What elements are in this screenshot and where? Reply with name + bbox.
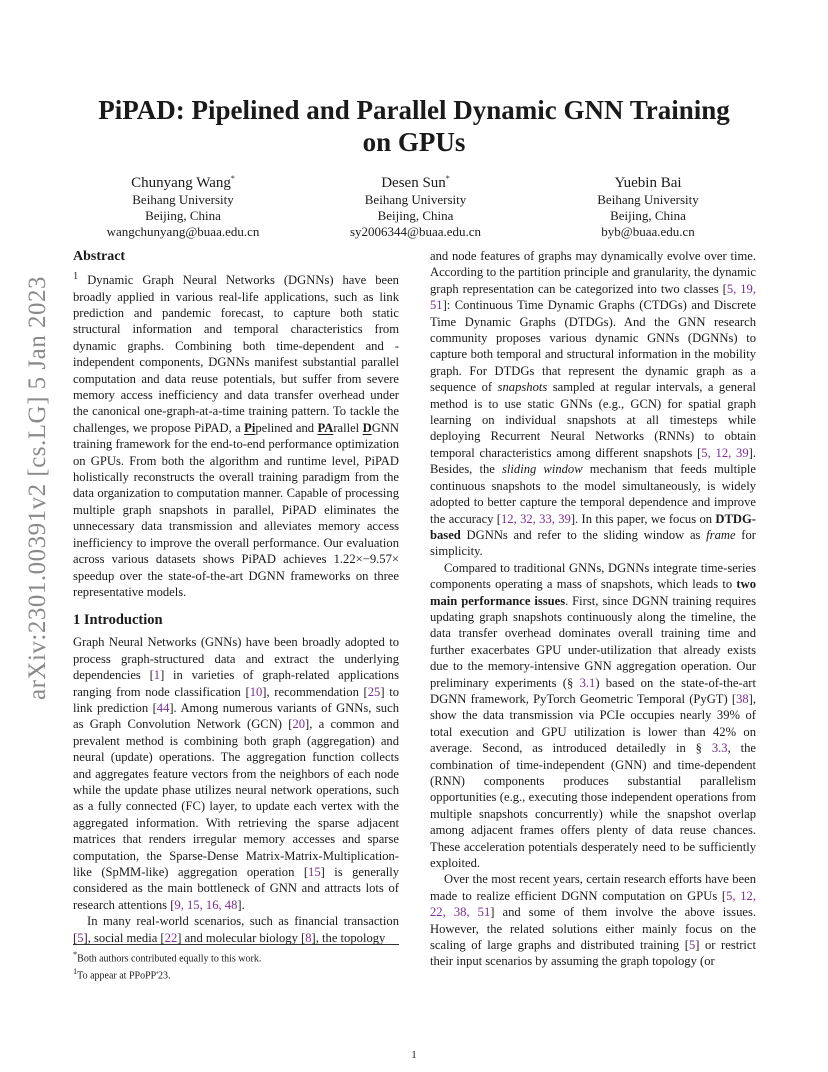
author-email[interactable]: wangchunyang@buaa.edu.cn: [106, 224, 260, 239]
page-number: 1: [411, 1049, 417, 1061]
citation-link[interactable]: 5: [688, 938, 696, 953]
citation-link[interactable]: 5: [77, 930, 84, 945]
intro-paragraph-1: Graph Neural Networks (GNNs) have been broadly adopted to process graph-structured data and extract the underlying dependencies [1] in varieties of graph-related applications ranging from node classification [10], recommendation [25] to link prediction [44]. Among numerous variants of GNNs, such as Graph Convolution Network (GCN) [20], a common and prevalent method is combining both graph (aggregation) and neural (update) operations. The aggregation function collects and aggregates feature vectors from the neighbors of each node while the update phase utilizes neural network operations, such as a fully connected (FC) layer, to update each vertex with the aggregated information. With retrieving the sparse adjacent matrices that renders irregular memory accesses and sparse computation, the Sparse-Dense Matrix-Matrix-Multiplication-like (SpMM-like) aggregation operation [15] is generally considered as the main bottleneck of GNN and attracts lots of research attentions [9, 15, 16, 48].: [73, 635, 399, 912]
right-column: [430, 248, 756, 970]
citation-link[interactable]: 5, 12, 39: [701, 445, 749, 460]
arxiv-identifier-text: arXiv:2301.00391v2 [cs.LG] 5 Jan 2023: [24, 276, 51, 700]
author-name: Desen Sun: [381, 175, 446, 191]
author-location: Beijing, China: [377, 208, 454, 223]
citation-link[interactable]: 10: [249, 684, 263, 699]
citation-link[interactable]: 20: [292, 717, 306, 732]
author-location: Beijing, China: [610, 208, 686, 223]
author-mark: *: [445, 174, 450, 183]
citation-link[interactable]: 1: [153, 668, 161, 683]
section-reference-link[interactable]: 3.3: [711, 741, 728, 756]
section-reference-link[interactable]: 3.1: [579, 675, 596, 690]
author-name: Yuebin Bai: [614, 175, 682, 191]
abstract-heading: Abstract: [73, 249, 126, 264]
left-column: [73, 248, 399, 946]
footnotes: [73, 944, 399, 983]
citation-link[interactable]: 38: [736, 691, 749, 706]
author-affiliation: Beihang University: [132, 192, 234, 207]
intro-paragraph-3: Compared to traditional GNNs, DGNNs integrate time-series components operating a mass of snapshots, which leads to two main performance issues. First, since DGNN training requires updating graph snapshots continuously along the timeline, the data transfer overhead dominates overall training time and further exacerbates GPU under-utilization that already exists due to the memory-intensive GNN aggregation operation. Our preliminary experiments (§ 3.1) based on the state-of-the-art DGNN framework, PyTorch Geometric Temporal (PyGT) [38], show the data transmission via PCIe occupies nearly 39% of total execution and GPU utilization is lower than 42% on average. Second, as introduced detailedly in § 3.3, the combination of time-independent (GNN) and time-dependent (RNN) components produces substantial parallelism opportunities (e.g., executing those independent operations from multiple snapshots concurrently) while the snapshot overlap among adjacent frames offers plenty of data reuse chances. These acceleration potentials desperately need to be sufficiently exploited.: [430, 560, 756, 871]
author-email[interactable]: byb@buaa.edu.cn: [601, 224, 695, 239]
arxiv-identifier-stamp: [16, 276, 60, 700]
author-block: [73, 170, 758, 240]
author-affiliation: Beihang University: [364, 192, 467, 207]
citation-link[interactable]: 22: [164, 930, 178, 945]
author-email[interactable]: sy2006344@buaa.edu.cn: [349, 224, 482, 239]
author-affiliation: Beihang University: [597, 192, 699, 207]
citation-link[interactable]: 25: [367, 684, 381, 699]
author-1: [73, 170, 293, 240]
citation-link[interactable]: 44: [156, 700, 170, 715]
author-3: [538, 170, 758, 240]
intro-paragraph-2-continued: and node features of graphs may dynamically evolve over time. According to the partition principle and granularity, the dynamic graph representation can be categorized into two classes [5, 19, 51]: Continuous Time Dynamic Graphs (CTDGs) and Discrete Time Dynamic Graphs (DTDGs). And the GNN research community proposes various dynamic GNNs (DGNNs) to capture both temporal and structural information in the mobility graph. For DTDGs that represent the dynamic graph as a sequence of snapshots sampled at regular intervals, a general method is to use static GNNs (e.g., GCN) for spatial graph learning on individual snapshots at all timesteps while deploying Recurrent Neural Networks (RNNs) to obtain temporal characteristics among different snapshots [5, 12, 39]. Besides, the sliding window mechanism that feeds multiple continuous snapshots to the model simultaneously, is widely adopted to better capture the temporal dependence and improve the accuracy [12, 32, 33, 39]. In this paper, we focus on DTDG-based DGNNs and refer to the sliding window as frame for simplicity.: [430, 249, 757, 559]
citation-link[interactable]: 8: [305, 930, 312, 945]
abstract-text: $^1$ Dynamic Graph Neural Networks (DGNNs) have been broadly applied in various real-life applications, such as link prediction and pandemic forecast, to capture both static structural information and temporal characteristics from dynamic graphs. Combining both time-dependent and -independent components, DGNNs manifest substantial parallel computation and data reuse potentials, but suffer from severe memory access inefficiency and data transfer overhead under the canonical one-graph-at-a-time training pattern. To tackle the challenges, we propose PiPAD, a Pipelined and PArallel DGNN training framework for the end-to-end performance optimization on GPUs. From both the algorithm and runtime level, PiPAD holistically reconstructs the overall training paradigm from the data organization to computation manner. Capable of processing multiple graph snapshots in parallel, PiPAD eliminates the unnecessary data transmission and alleviates memory access inefficiency to improve the overall performance. Our evaluation across various datasets shows PiPAD achieves 1.22×−9.57× speedup over the state-of-the-art DGNN frameworks on three representative models.: [73, 271, 399, 599]
citation-link[interactable]: 5, 19, 51: [430, 281, 757, 313]
citation-link[interactable]: 12, 32, 33, 39: [501, 511, 571, 526]
intro-paragraph-4: Over the most recent years, certain research efforts have been made to realize efficient DGNN computation on GPUs [5, 12, 22, 38, 51] and some of them involve the above issues. However, the related solutions either mainly focus on the scaling of large graphs and distributed training [5] or restrict their input scenarios by assuming the graph topology (or: [430, 872, 757, 969]
author-2: [306, 170, 526, 240]
author-location: Beijing, China: [145, 208, 221, 223]
footnote: *Both authors contributed equally to this work.: [73, 950, 262, 965]
author-name: Chunyang Wang: [131, 175, 231, 191]
citation-link[interactable]: 15: [308, 865, 321, 879]
intro-paragraph-2: In many real-world scenarios, such as financial transaction [5], social media [22] and molecular biology [8], the topology: [73, 914, 399, 945]
footnote: $^1$To appear at PPoPP'23.: [73, 967, 171, 982]
citation-link[interactable]: 5, 12, 22, 38, 51: [430, 888, 756, 920]
citation-link[interactable]: 9, 15, 16, 48: [174, 897, 238, 912]
author-mark: *: [230, 174, 235, 183]
paper-title: PiPAD: Pipelined and Parallel Dynamic GNN Training on GPUs: [98, 95, 730, 157]
abstract-footnote-mark: 1: [73, 271, 79, 282]
section-heading-introduction: 1 Introduction: [73, 612, 163, 629]
